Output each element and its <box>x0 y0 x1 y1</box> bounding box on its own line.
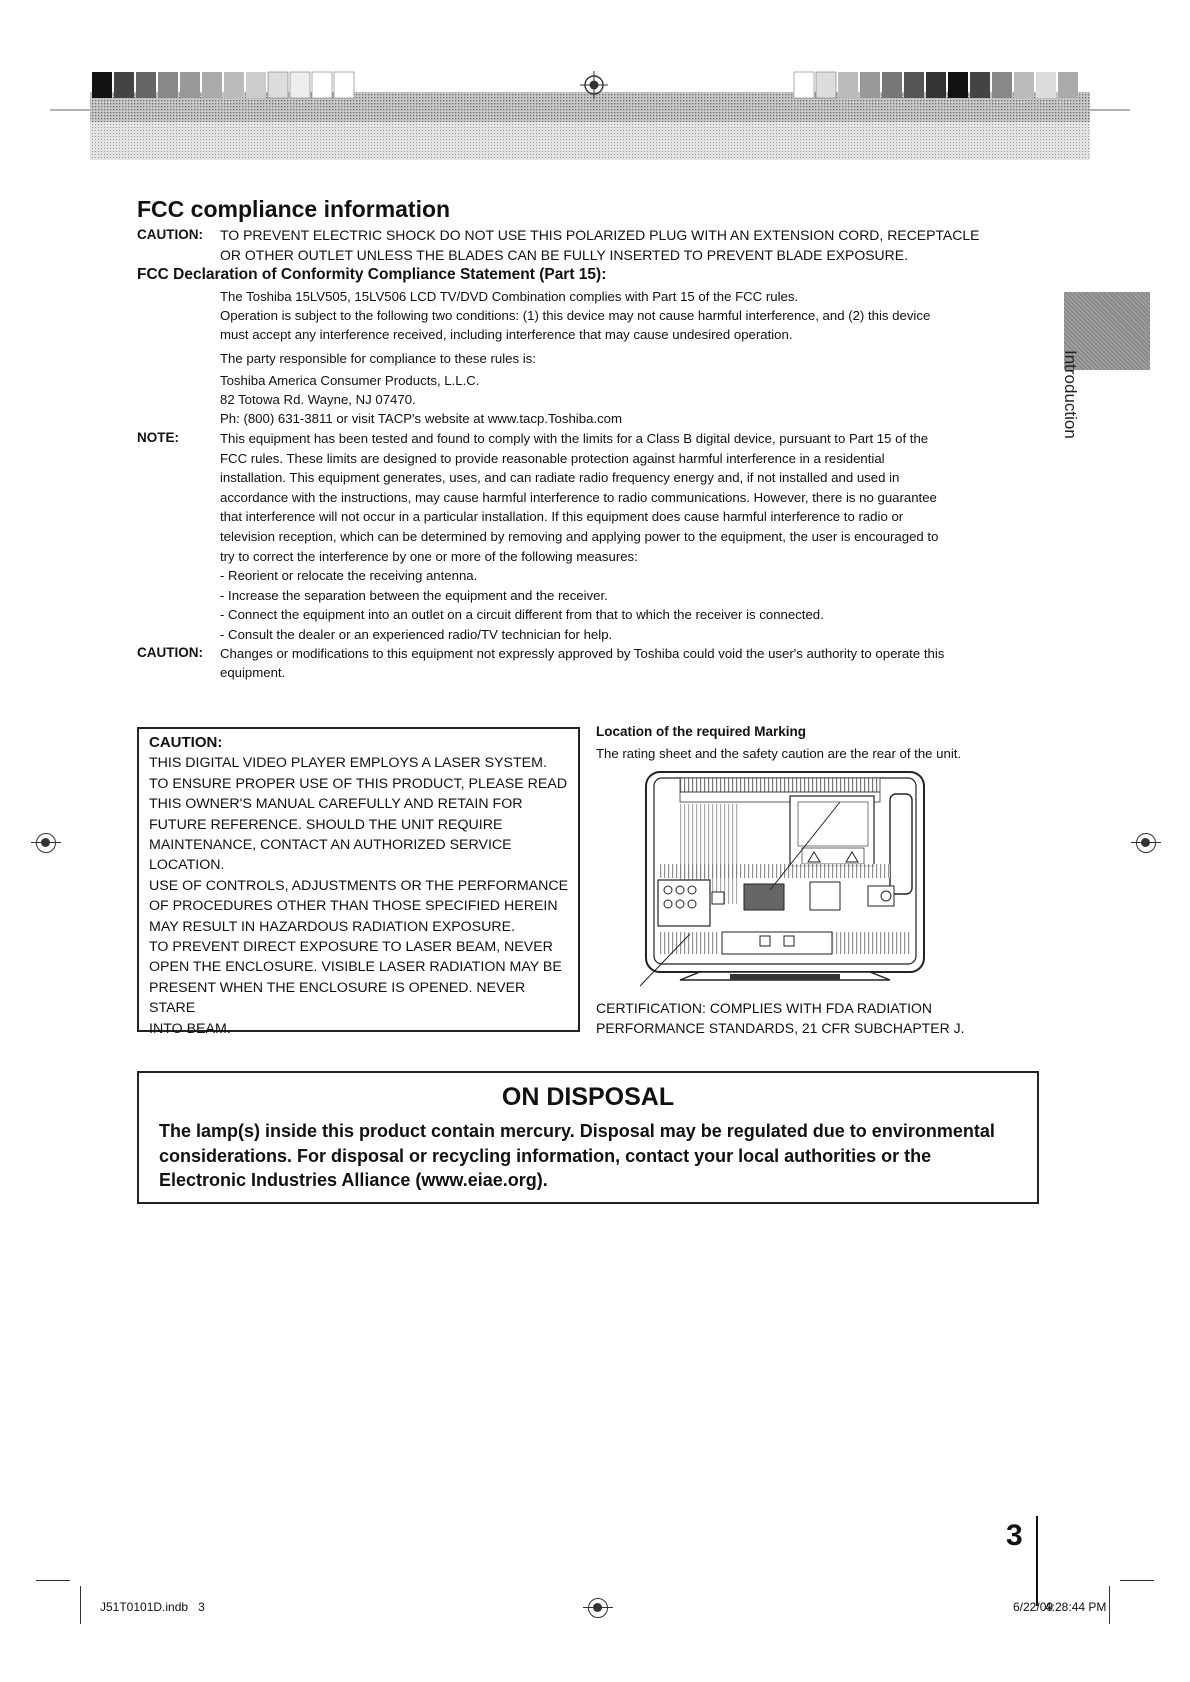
note-paragraph <box>220 429 1035 645</box>
note-line: try to correct the interference by one or more of the following measures: <box>220 548 638 564</box>
note-list-item: - Consult the dealer or an experienced radio/TV technician for help. <box>220 626 613 642</box>
caution-box-line: LOCATION. <box>149 857 225 874</box>
declaration-paragraph: The Toshiba 15LV505, 15LV506 LCD TV/DVD Combination complies with Part 15 of the FCC rules. <box>220 289 799 304</box>
caution-text-line: equipment. <box>220 665 286 680</box>
disposal-title: ON DISPOSAL <box>501 1083 675 1111</box>
marking-heading: Location of the required Marking <box>596 724 807 739</box>
disposal-line: The lamp(s) inside this product contain mercury. Disposal may be regulated due to environmental <box>159 1121 995 1141</box>
footer-date: 6/22/09 <box>1013 1600 1054 1614</box>
caution-box-line: INTO BEAM. <box>149 1020 231 1037</box>
registration-mark-icon <box>36 833 56 853</box>
address-line: 82 Totowa Rd. Wayne, NJ 07470. <box>220 392 416 407</box>
caution-text-line: TO PREVENT ELECTRIC SHOCK DO NOT USE THIS POLARIZED PLUG WITH AN EXTENSION CORD, RECEPTACLE <box>220 227 980 243</box>
caution-box-line: FUTURE REFERENCE. SHOULD THE UNIT REQUIRE <box>149 816 503 833</box>
laser-caution-box <box>137 727 580 1037</box>
disposal-line: considerations. For disposal or recycling information, contact your local authorities or the <box>159 1145 932 1166</box>
address-line: Ph: (800) 631-3811 or visit TACP's website at www.tacp.Toshiba.com <box>220 411 622 426</box>
declaration-paragraph: must accept any interference received, including interference that may cause undesired operation. <box>220 327 793 342</box>
caution-label: CAUTION: <box>137 645 203 660</box>
registration-mark-icon <box>588 1598 608 1618</box>
caution-text-line: OR OTHER OUTLET UNLESS THE BLADES CAN BE FULLY INSERTED TO PREVENT BLADE EXPOSURE. <box>220 247 909 263</box>
note-list-item: - Reorient or relocate the receiving antenna. <box>220 568 478 584</box>
caution-box-line: TO ENSURE PROPER USE OF THIS PRODUCT, PLEASE READ <box>149 775 568 792</box>
note-line: This equipment has been tested and found to comply with the limits for a Class B digital device, pursuant to Part 15 of the <box>220 431 929 446</box>
caution-box-line: MAINTENANCE, CONTACT AN AUTHORIZED SERVICE <box>149 837 512 854</box>
caution-box-line: TO PREVENT DIRECT EXPOSURE TO LASER BEAM, NEVER <box>149 939 553 956</box>
caution-text-line: Changes or modifications to this equipment not expressly approved by Toshiba could void the user's authority to operate this <box>220 646 945 661</box>
page-number-rule <box>1036 1516 1038 1606</box>
page-title: FCC compliance information <box>137 196 451 222</box>
declaration-paragraph: The party responsible for compliance to these rules is: <box>220 351 536 366</box>
note-line: television reception, which can be determined by removing and applying power to the equipment, the user is encouraged to <box>220 528 939 544</box>
address-line: Toshiba America Consumer Products, L.L.C. <box>220 373 480 388</box>
crop-mark <box>36 1580 70 1581</box>
footer-time: 4:28:44 PM <box>1045 1600 1107 1614</box>
caution-box-line: USE OF CONTROLS, ADJUSTMENTS OR THE PERFORMANCE <box>149 877 569 894</box>
caution-box-line: THIS OWNER'S MANUAL CAREFULLY AND RETAIN FOR <box>149 796 523 813</box>
marking-text: The rating sheet and the safety caution are the rear of the unit. <box>596 746 962 761</box>
note-line: installation. This equipment generates, uses, and can radiate radio frequency energy and, if not installed and used in <box>220 470 900 486</box>
disposal-body <box>159 1119 1017 1193</box>
disposal-box <box>137 1071 1039 1204</box>
caution-box-line: THIS DIGITAL VIDEO PLAYER EMPLOYS A LASER SYSTEM. <box>149 755 547 772</box>
caution-box-line: MAY RESULT IN HAZARDOUS RADIATION EXPOSURE. <box>149 918 516 935</box>
crop-mark <box>80 1586 81 1624</box>
note-label: NOTE: <box>137 430 179 445</box>
declaration-paragraph: Operation is subject to the following two conditions: (1) this device may not cause harmful interference, and (2) this device <box>220 308 931 323</box>
note-list-item: - Connect the equipment into an outlet on a circuit different from that to which the receiver is connected. <box>220 607 824 623</box>
page-number: 3 <box>1006 1519 1023 1552</box>
declaration-heading: FCC Declaration of Conformity Compliance Statement (Part 15): <box>137 266 607 283</box>
caution-box-line: PRESENT WHEN THE ENCLOSURE IS OPENED. NEVER STARE <box>149 979 526 1017</box>
crop-mark <box>1109 1586 1110 1624</box>
note-line: that interference will not occur in a particular installation. If this equipment does cause harmful interference to radio or <box>220 509 904 525</box>
footer-filename: J51T0101D.indb 3 <box>100 1600 205 1614</box>
tv-rear-illustration <box>640 764 930 994</box>
caution-box-line: OPEN THE ENCLOSURE. VISIBLE LASER RADIATION MAY BE <box>149 959 562 976</box>
caution-box-line: OF PROCEDURES OTHER THAN THOSE SPECIFIED HEREIN <box>149 898 558 915</box>
note-line: accordance with the instructions, may cause harmful interference to radio communications. However, there is no guarantee <box>220 489 937 505</box>
crop-mark <box>1120 1580 1154 1581</box>
caution-label: CAUTION: <box>137 227 203 242</box>
header-decorative-band <box>50 70 1130 160</box>
section-tab-label: Introduction <box>1061 350 1080 439</box>
caution-box-title: CAUTION: <box>149 734 223 751</box>
disposal-line: Electronic Industries Alliance (www.eiae.org). <box>159 1170 548 1190</box>
certification-line: CERTIFICATION: COMPLIES WITH FDA RADIATION <box>596 1000 933 1016</box>
certification-line: PERFORMANCE STANDARDS, 21 CFR SUBCHAPTER J. <box>596 1020 965 1036</box>
registration-mark-icon <box>1136 833 1156 853</box>
note-list-item: - Increase the separation between the equipment and the receiver. <box>220 587 608 603</box>
note-line: FCC rules. These limits are designed to provide reasonable protection against harmful interference in a residential <box>220 450 885 466</box>
